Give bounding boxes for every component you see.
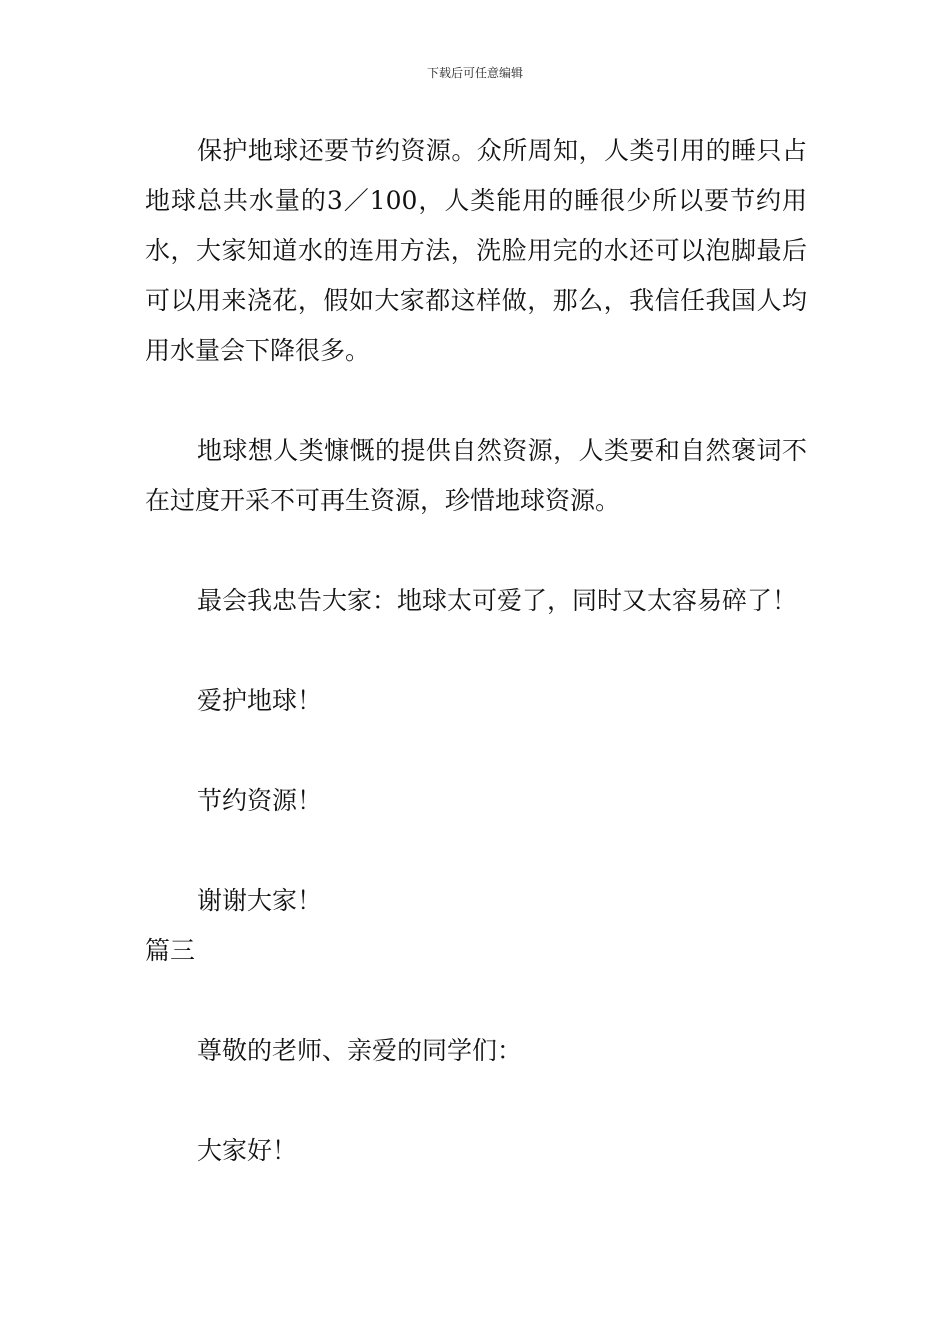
paragraph-thanks: 谢谢大家！ [197, 886, 323, 915]
paragraph-save-resources-slogan: 节约资源！ [197, 786, 323, 815]
paragraph-earth-resources: 地球想人类慷慨的提供自然资源，人类要和自然褒词不在过度开采不可再生资源，珍惜地球资源。 [145, 436, 807, 515]
paragraph-gap [145, 826, 807, 876]
paragraph-hello: 大家好！ [197, 1136, 298, 1165]
page-header-note: 下载后可任意编辑 [426, 66, 523, 80]
paragraph-protect-earth: 爱护地球！ [197, 686, 323, 715]
paragraph-advice: 最会我忠告大家：地球太可爱了，同时又太容易碎了！ [197, 586, 798, 615]
paragraph-gap [145, 526, 807, 576]
paragraph-save-resources: 保护地球还要节约资源。众所周知，人类引用的睡只占地球总共水量的3／100，人类能用的睡很少所以要节约用水，大家知道水的连用方法，洗脸用完的水还可以泡脚最后可以用来浇花，假如大家都这样做，那么，我信任我国人均用水量会下降很多。 [145, 136, 807, 365]
document-body [145, 126, 807, 1176]
paragraph-gap [145, 626, 807, 676]
paragraph-gap [145, 376, 807, 426]
paragraph-gap [145, 1076, 807, 1126]
paragraph-gap [145, 976, 807, 1026]
section-title: 篇三 [145, 936, 196, 965]
paragraph-greeting-audience: 尊敬的老师、亲爱的同学们： [197, 1036, 523, 1065]
paragraph-gap [145, 726, 807, 776]
